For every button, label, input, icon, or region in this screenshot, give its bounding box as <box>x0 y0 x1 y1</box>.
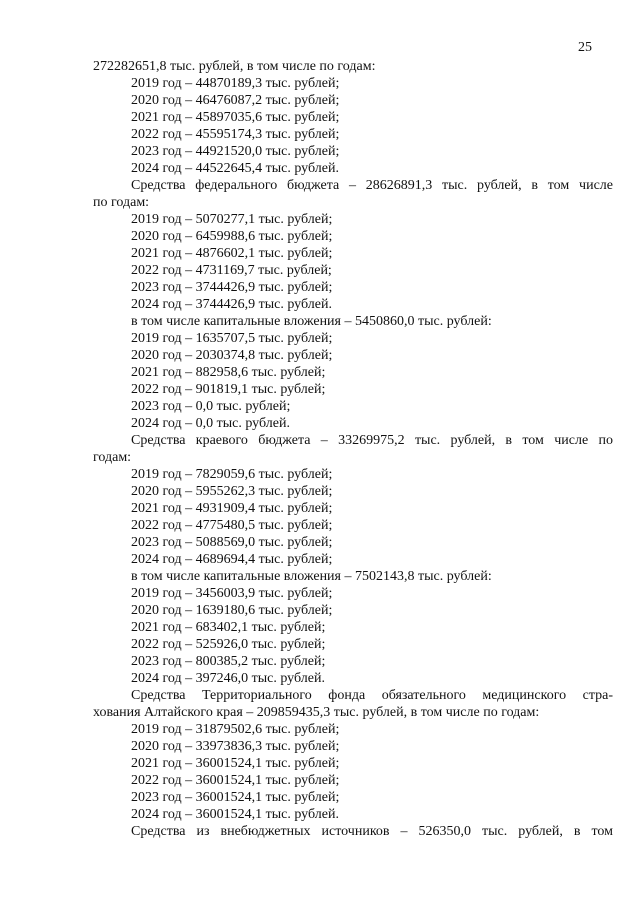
text-line: 2020 год – 2030374,8 тыс. рублей; <box>131 348 333 363</box>
text-line: 2023 год – 800385,2 тыс. рублей; <box>131 654 326 669</box>
text-line: 2020 год – 5955262,3 тыс. рублей; <box>131 484 333 499</box>
text-line: 2021 год – 36001524,1 тыс. рублей; <box>131 756 340 771</box>
text-line: 2024 год – 44522645,4 тыс. рублей. <box>131 161 339 176</box>
text-line: 2019 год – 31879502,6 тыс. рублей; <box>131 722 340 737</box>
text-line: 2024 год – 0,0 тыс. рублей. <box>131 416 290 431</box>
text-line: 2023 год – 36001524,1 тыс. рублей; <box>131 790 340 805</box>
text-line: 2022 год – 4775480,5 тыс. рублей; <box>131 518 333 533</box>
text-line: 2024 год – 3744426,9 тыс. рублей. <box>131 297 332 312</box>
text-line: 2020 год – 46476087,2 тыс. рублей; <box>131 93 340 108</box>
text-line: 2021 год – 4876602,1 тыс. рублей; <box>131 246 333 261</box>
text-line: 2021 год – 45897035,6 тыс. рублей; <box>131 110 340 125</box>
text-line: Средства из внебюджетных источников – 526350,0 тыс. рублей, в том <box>131 824 613 839</box>
text-line: 2019 год – 44870189,3 тыс. рублей; <box>131 76 340 91</box>
text-line: 2024 год – 36001524,1 тыс. рублей. <box>131 807 339 822</box>
text-line: 2023 год – 5088569,0 тыс. рублей; <box>131 535 333 550</box>
text-line: Средства Территориального фонда обязательного медицинского стра- <box>131 688 613 703</box>
text-line: 2020 год – 6459988,6 тыс. рублей; <box>131 229 333 244</box>
text-line: 2023 год – 3744426,9 тыс. рублей; <box>131 280 333 295</box>
text-line: Средства федерального бюджета – 28626891,3 тыс. рублей, в том числе <box>131 178 613 193</box>
page-number: 25 <box>578 40 592 55</box>
text-line: в том числе капитальные вложения – 7502143,8 тыс. рублей: <box>131 569 492 584</box>
text-line: 2020 год – 1639180,6 тыс. рублей; <box>131 603 333 618</box>
text-line: 2022 год – 4731169,7 тыс. рублей; <box>131 263 332 278</box>
text-line: 272282651,8 тыс. рублей, в том числе по годам: <box>93 59 376 74</box>
document-body <box>93 58 613 840</box>
text-line: 2022 год – 525926,0 тыс. рублей; <box>131 637 326 652</box>
text-line: 2024 год – 4689694,4 тыс. рублей; <box>131 552 333 567</box>
text-line: Средства краевого бюджета – 33269975,2 тыс. рублей, в том числе по <box>131 433 613 448</box>
text-line: 2023 год – 44921520,0 тыс. рублей; <box>131 144 340 159</box>
text-line: 2021 год – 683402,1 тыс. рублей; <box>131 620 326 635</box>
text-line: по годам: <box>93 195 150 210</box>
text-line: 2022 год – 36001524,1 тыс. рублей; <box>131 773 340 788</box>
text-line: 2022 год – 901819,1 тыс. рублей; <box>131 382 326 397</box>
text-line: 2020 год – 33973836,3 тыс. рублей; <box>131 739 340 754</box>
text-line: 2019 год – 5070277,1 тыс. рублей; <box>131 212 333 227</box>
text-line: 2019 год – 7829059,6 тыс. рублей; <box>131 467 333 482</box>
text-line: в том числе капитальные вложения – 5450860,0 тыс. рублей: <box>131 314 492 329</box>
text-line: хования Алтайского края – 209859435,3 тыс. рублей, в том числе по годам: <box>93 705 540 720</box>
text-line: 2024 год – 397246,0 тыс. рублей. <box>131 671 325 686</box>
text-line: 2019 год – 3456003,9 тыс. рублей; <box>131 586 333 601</box>
text-line: 2023 год – 0,0 тыс. рублей; <box>131 399 291 414</box>
text-line: годам: <box>93 450 132 465</box>
text-line: 2021 год – 4931909,4 тыс. рублей; <box>131 501 333 516</box>
text-line: 2022 год – 45595174,3 тыс. рублей; <box>131 127 340 142</box>
text-line: 2019 год – 1635707,5 тыс. рублей; <box>131 331 333 346</box>
text-line: 2021 год – 882958,6 тыс. рублей; <box>131 365 326 380</box>
